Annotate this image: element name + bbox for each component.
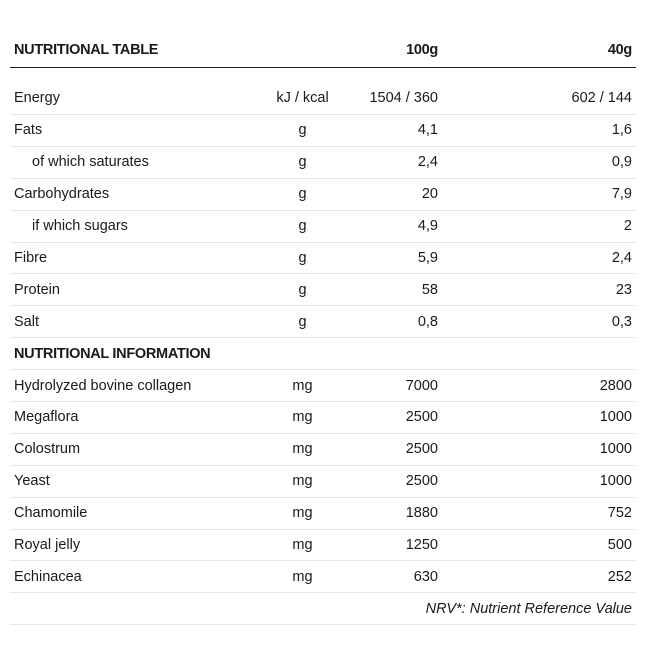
value-per-100g: 1250 [405,537,438,554]
information-row [10,402,636,434]
nutrition-table [10,32,636,625]
information-row [10,561,636,593]
value-per-40g: 23 [615,281,632,298]
value-per-40g: 1000 [599,473,632,490]
nutrient-name: Fibre [14,250,48,266]
nutrient-name: Royal jelly [14,537,81,554]
value-per-100g: 1880 [405,505,438,522]
value-per-100g: 0,8 [417,313,438,330]
nutrient-unit: kJ / kcal [276,90,329,106]
value-per-100g: 2500 [405,441,438,458]
nutrient-name: Fats [14,122,43,139]
value-per-100g: 5,9 [417,250,438,266]
value-per-100g: 20 [421,186,438,203]
information-row [10,530,636,562]
value-per-40g: 252 [607,568,632,585]
information-row [10,370,636,402]
value-per-40g: 500 [607,537,632,554]
value-per-40g: 2 [623,218,632,235]
nutrient-unit: g [298,281,307,298]
nutrient-name: Hydrolyzed bovine collagen [14,377,192,394]
value-per-100g: 1504 / 360 [369,90,438,106]
nutrition-row [10,147,636,179]
footnote: NRV*: Nutrient Reference Value [425,600,632,617]
nutrient-unit: g [298,250,307,266]
nutrition-rows [10,68,636,338]
value-per-40g: 2,4 [611,250,632,266]
value-per-100g: 630 [413,568,438,585]
footnote-row [10,593,636,625]
table-title: NUTRITIONAL TABLE [14,41,159,58]
nutrient-unit: mg [292,537,313,554]
column-100g-header: 100g [406,41,438,58]
nutrient-name: of which saturates [32,154,149,171]
nutrient-name: if which sugars [32,218,128,235]
information-section-header [10,338,636,370]
nutrient-unit: g [298,313,307,330]
nutrient-unit: mg [292,377,313,394]
value-per-100g: 4,9 [417,218,438,235]
value-per-100g: 2500 [405,473,438,490]
value-per-100g: 7000 [405,377,438,394]
nutrient-name: Energy [14,90,60,106]
nutrition-row [10,243,636,275]
nutrition-row [10,115,636,147]
column-40g-header: 40g [607,41,632,58]
information-row [10,466,636,498]
nutrient-unit: mg [292,409,313,426]
value-per-40g: 602 / 144 [571,90,632,106]
nutrition-row [10,211,636,243]
nutrient-name: Protein [14,281,60,298]
value-per-40g: 1000 [599,409,632,426]
value-per-40g: 0,3 [611,313,632,330]
information-row [10,434,636,466]
nutrient-name: Chamomile [14,505,88,522]
nutrient-name: Carbohydrates [14,186,110,203]
nutrient-unit: mg [292,473,313,490]
value-per-40g: 752 [607,505,632,522]
value-per-40g: 7,9 [611,186,632,203]
nutrition-row [10,179,636,211]
value-per-100g: 58 [421,281,438,298]
value-per-40g: 2800 [599,377,632,394]
nutrient-name: Echinacea [14,568,82,585]
nutrient-unit: g [298,122,307,139]
information-row [10,498,636,530]
value-per-40g: 0,9 [611,154,632,171]
nutrient-name: Colostrum [14,441,81,458]
nutrient-name: Megaflora [14,409,79,426]
value-per-40g: 1,6 [611,122,632,139]
nutrient-unit: mg [292,568,313,585]
nutrient-unit: g [298,186,307,203]
nutrient-unit: mg [292,505,313,522]
nutrient-unit: mg [292,441,313,458]
nutrition-row [10,274,636,306]
nutrition-row [10,68,636,115]
table-header [10,32,636,68]
value-per-100g: 4,1 [417,122,438,139]
information-rows [10,370,636,593]
nutrient-name: Yeast [14,473,50,490]
nutrient-name: Salt [14,313,39,330]
information-title: NUTRITIONAL INFORMATION [14,345,211,362]
nutrition-row [10,306,636,338]
value-per-40g: 1000 [599,441,632,458]
nutrient-unit: g [298,154,307,171]
value-per-100g: 2,4 [417,154,438,171]
value-per-100g: 2500 [405,409,438,426]
nutrient-unit: g [298,218,307,235]
